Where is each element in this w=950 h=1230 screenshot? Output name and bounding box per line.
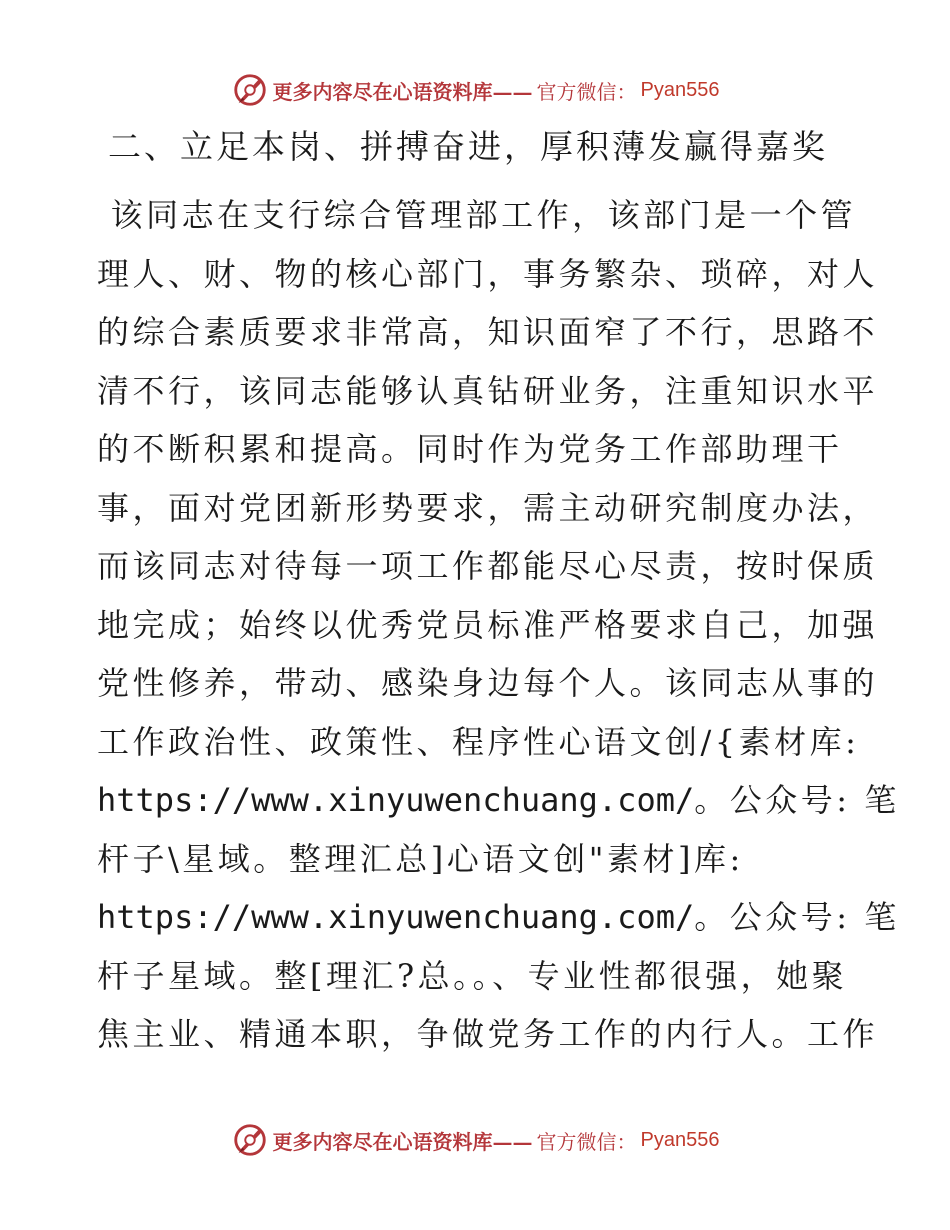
url-line [97,771,900,830]
url-tail-text: 。公众号: 笔 [694,781,900,819]
text-line: 的不断积累和提高。同时作为党务工作部助理干 [97,430,843,468]
text-line: 该同志在支行综合管理部工作，该部门是一个管 [97,196,857,234]
url-line [97,888,900,947]
document-body [97,186,900,1064]
text-line: 地完成；始终以优秀党员标准严格要求自己，加强 [97,605,879,644]
quill-seal-icon [231,1121,269,1159]
url-tail-text: 。公众号: 笔 [694,898,900,936]
banner-wechat-id: Pyan556 [640,1128,720,1151]
section-heading: 二、立足本岗、拼搏奋进，厚积薄发赢得嘉奖 [108,127,828,166]
header-banner [0,70,950,110]
text-line: 杆子\星域。整理汇总]心语文创"素材]库: [97,839,744,878]
text-line: 清不行，该同志能够认真钻研业务，注重知识水平 [97,371,879,410]
url-text: https://www.xinyuwenchuang.com/ [97,781,695,819]
url-text: https://www.xinyuwenchuang.com/ [97,898,695,936]
banner-wechat-id: Pyan556 [640,78,720,101]
banner-promo-text: 更多内容尽在心语资料库—— [272,79,533,104]
text-line: 而该同志对待每一项工作都能尽心尽责，按时保质 [97,547,879,585]
banner-wechat-label: 官方微信： [536,79,637,104]
text-line: 杆子星域。整[理汇?总。。、专业性都很强，她聚 [97,956,848,995]
banner-wechat-label: 官方微信： [536,1129,637,1154]
text-line: 党性修养，带动、感染身边每个人。该同志从事的 [97,664,879,702]
quill-seal-icon [231,71,269,109]
text-line: 工作政治性、政策性、程序性心语文创/{素材库: [97,722,860,761]
text-line: 事，面对党团新形势要求，需主动研究制度办法， [97,488,879,527]
text-line: 理人、财、物的核心部门，事务繁杂、琐碎，对人 [97,254,879,293]
text-line: 焦主业、精通本职，争做党务工作的内行人。工作 [97,1015,879,1053]
text-line: 的综合素质要求非常高，知识面窄了不行，思路不 [97,313,879,351]
footer-banner [0,1120,950,1160]
banner-promo-text: 更多内容尽在心语资料库—— [272,1129,533,1154]
